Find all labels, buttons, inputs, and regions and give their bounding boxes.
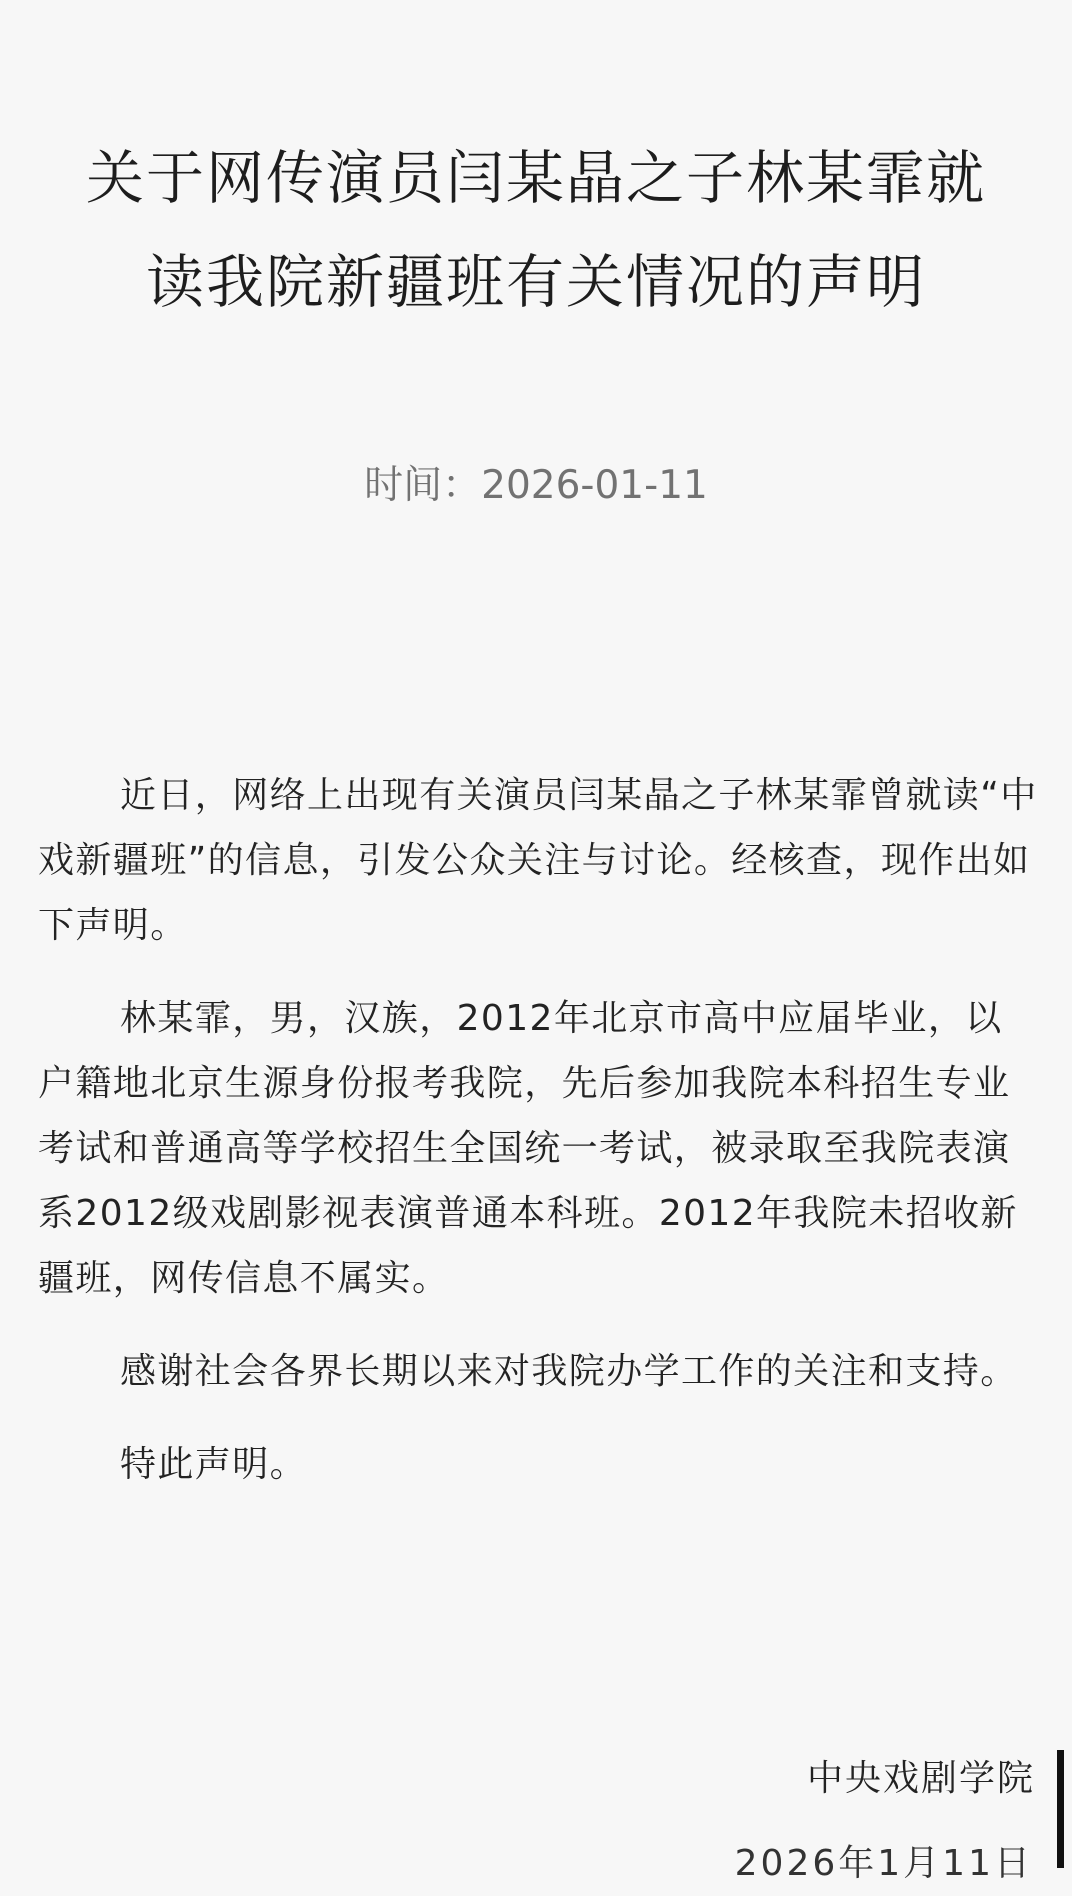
date-label: 时间： (364, 463, 482, 508)
statement-paragraph-1: 近日，网络上出现有关演员闫某晶之子林某霏曾就读“中戏新疆班”的信息，引发公众关注与讨论。经核查，现作出如下声明。 (38, 775, 1038, 946)
footer-date-partial: 2026年1月11日 (734, 1843, 1033, 1884)
signature-organization: 中央戏剧学院 (806, 1758, 1035, 1799)
right-edge-dark-line (1057, 1750, 1064, 1868)
statement-body (38, 763, 1038, 1525)
statement-paragraph-4: 特此声明。 (120, 1444, 308, 1485)
publish-date (0, 458, 1072, 514)
statement-paragraph-3: 感谢社会各界长期以来对我院办学工作的关注和支持。 (120, 1351, 1018, 1392)
date-value: 2026-01-11 (481, 463, 708, 508)
statement-paragraph-2: 林某霏，男，汉族，2012年北京市高中应届毕业，以户籍地北京生源身份报考我院，先后参加我院本科招生专业考试和普通高等学校招生全国统一考试，被录取至我院表演系2012级戏剧影视表演普通本科班。2012年我院未招收新疆班，网传信息不属实。 (38, 998, 1018, 1299)
statement-title: 关于网传演员闫某晶之子林某霏就读我院新疆班有关情况的声明 (85, 144, 986, 316)
